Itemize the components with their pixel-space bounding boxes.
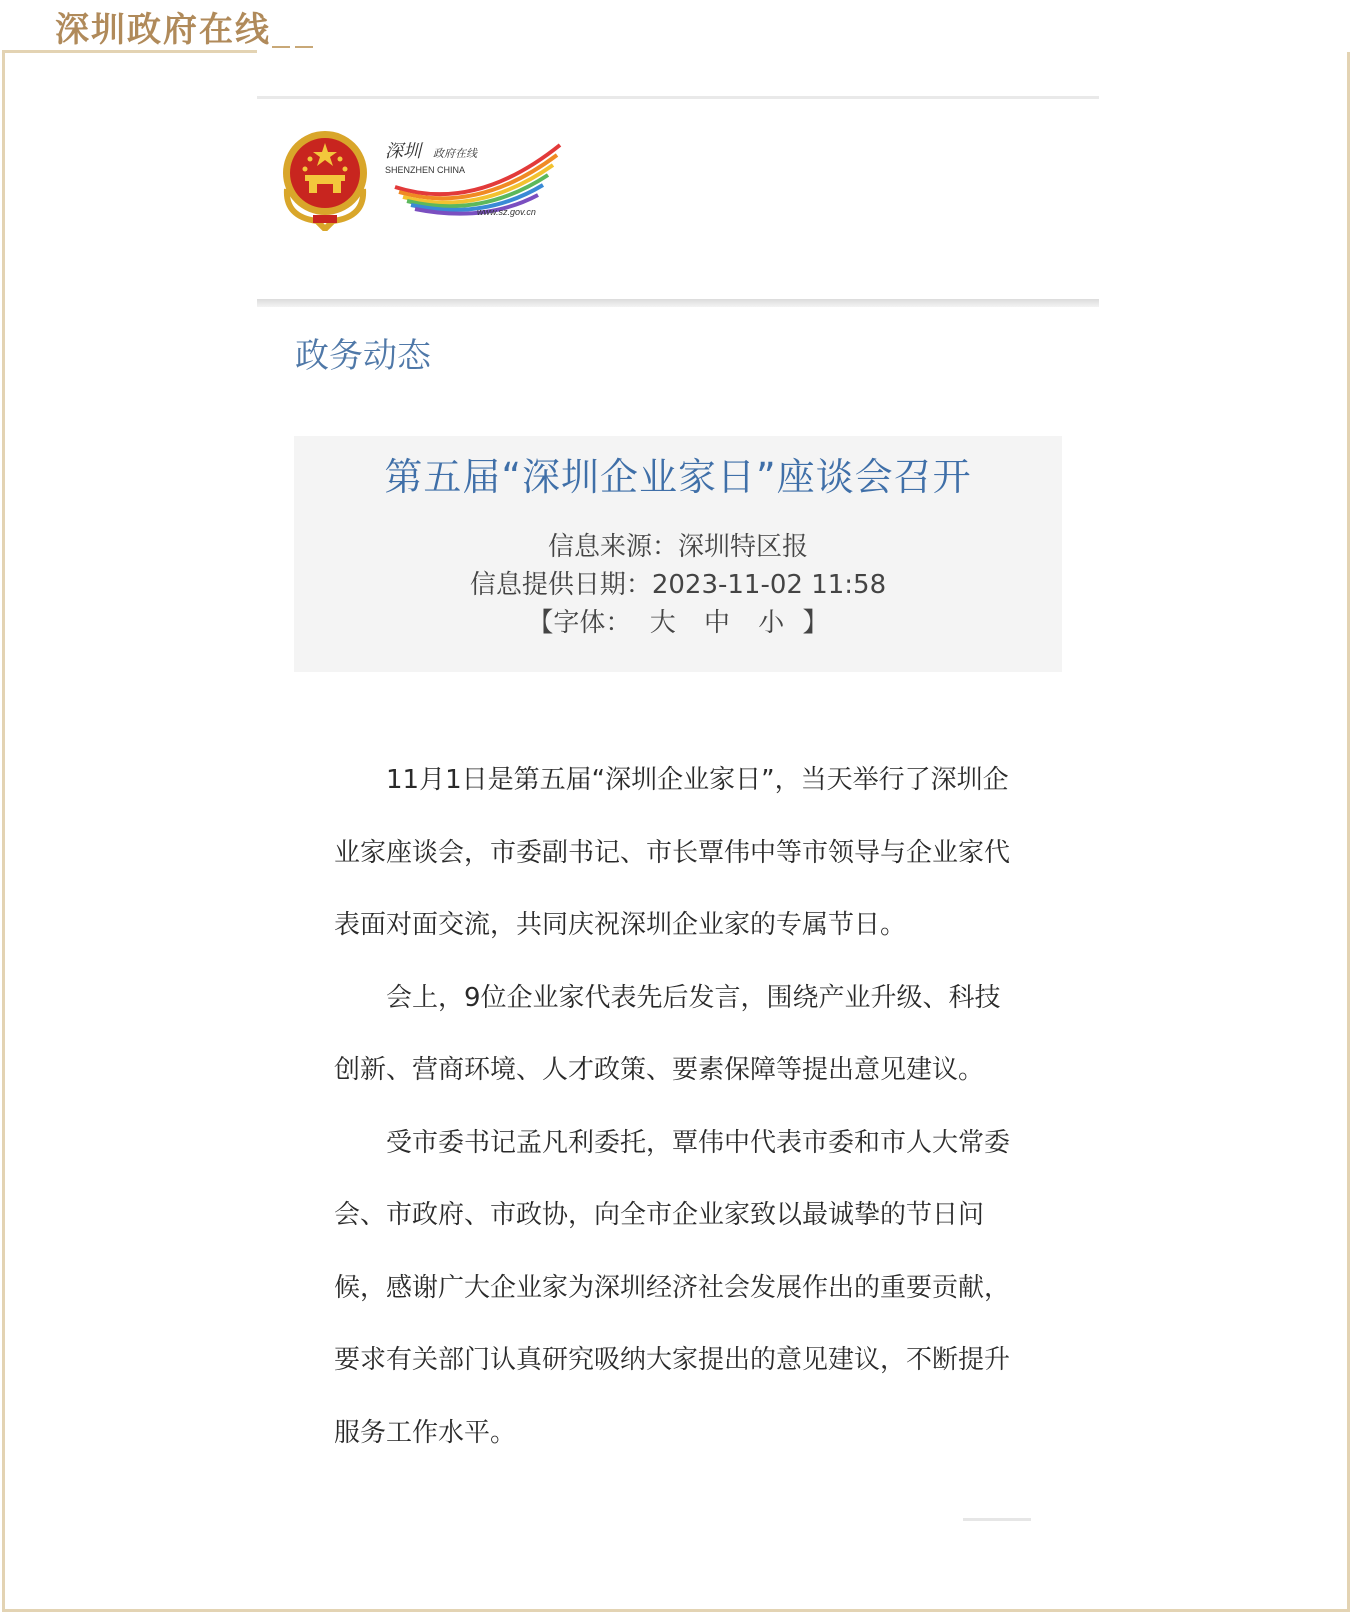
font-label-close: 】 xyxy=(802,608,829,638)
screenshot-page xyxy=(257,96,1099,1566)
font-large-link[interactable]: 大 xyxy=(649,608,676,638)
article-paragraph: 受市委书记孟凡利委托，覃伟中代表市委和市人大常委会、市政府、市政协，向全市企业家致以最诚挚的节日问候，感谢广大企业家为深圳经济社会发展作出的重要贡献，要求有关部门认真研究吸纳大家提出的意见建议，不断提升服务工作水平。 xyxy=(334,1127,1011,1448)
bottom-divider xyxy=(963,1518,1031,1521)
article-source: 信息来源：深圳特区报 xyxy=(547,532,808,562)
font-size-switcher xyxy=(294,602,1062,639)
article-body xyxy=(334,744,1014,1469)
svg-text:深圳: 深圳 xyxy=(385,141,421,162)
page-header-title: 深圳政府在线 xyxy=(55,10,271,50)
article-header xyxy=(294,436,1062,672)
shenzhen-gov-logo xyxy=(385,137,575,227)
site-header xyxy=(257,99,1099,299)
article-paragraph: 会上，9位企业家代表先后发言，围绕产业升级、科技创新、营商环境、人才政策、要素保障等提出意见建议。 xyxy=(334,982,1001,1085)
svg-text:www.sz.gov.cn: www.sz.gov.cn xyxy=(477,207,536,217)
font-small-link[interactable]: 小 xyxy=(758,608,785,638)
article-title: 第五届“深圳企业家日”座谈会召开 xyxy=(384,455,972,499)
header-band xyxy=(257,299,1099,307)
national-emblem-icon xyxy=(277,129,373,231)
article-date: 信息提供日期：2023-11-02 11:58 xyxy=(469,570,887,600)
font-medium-link[interactable]: 中 xyxy=(703,608,730,638)
svg-text:政府在线: 政府在线 xyxy=(433,147,477,160)
header-dash xyxy=(272,46,290,48)
svg-text:SHENZHEN CHINA: SHENZHEN CHINA xyxy=(385,165,466,175)
header-dash xyxy=(295,46,313,48)
section-title: 政务动态 xyxy=(295,336,431,376)
article-paragraph: 11月1日是第五届“深圳企业家日”，当天举行了深圳企业家座谈会，市委副书记、市长覃伟中等市领导与企业家代表面对面交流，共同庆祝深圳企业家的专属节日。 xyxy=(334,765,1011,940)
font-label-open: 【字体： xyxy=(527,608,632,638)
